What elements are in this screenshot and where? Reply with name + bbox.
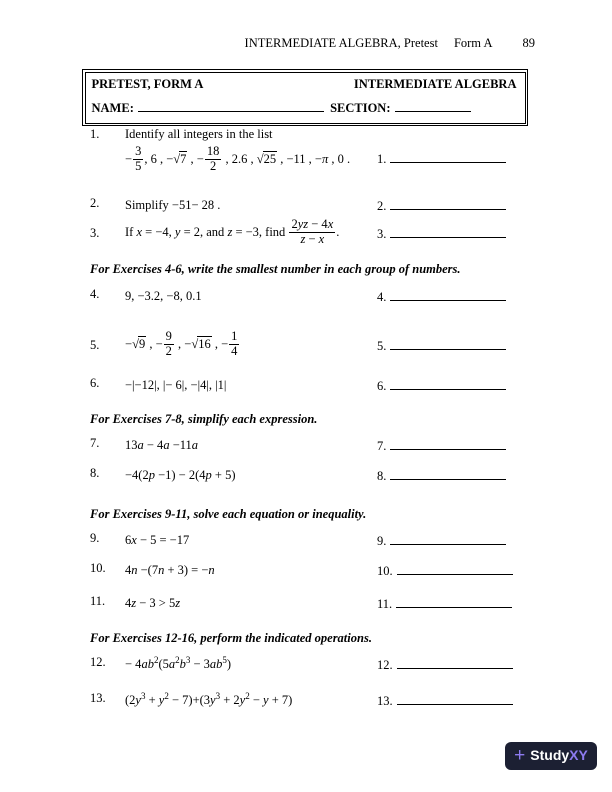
answer-slot-7: 7. <box>377 436 512 454</box>
problem-number: 2. <box>90 196 100 210</box>
answer-slot-6: 6. <box>377 376 512 394</box>
problem-number: 12. <box>90 655 106 669</box>
section-label: SECTION: <box>330 100 391 115</box>
problem-11 <box>90 594 512 612</box>
header-page-number: 89 <box>522 36 535 50</box>
problem-4 <box>90 287 512 305</box>
problem-text: 13a − 4a −11a <box>125 437 199 452</box>
problem-text: 4n −(7n + 3) = −n <box>125 562 215 577</box>
answer-blank <box>390 196 506 210</box>
section-heading-7-8: For Exercises 7-8, simplify each expression. <box>90 412 318 426</box>
answer-blank <box>390 224 506 238</box>
name-blank <box>138 99 324 112</box>
logo-text-study: Study <box>530 747 570 763</box>
answer-slot-13: 13. <box>377 691 512 709</box>
answer-blank <box>390 149 506 163</box>
answer-slot-3: 3. <box>377 224 512 242</box>
name-label: NAME: <box>91 100 134 115</box>
problem-number: 11. <box>90 594 106 608</box>
section-heading-12-16: For Exercises 12-16, perform the indicated operations. <box>90 631 372 645</box>
problem-text: If x = −4, y = 2, and z = −3, find $\frac{2yz - 4x}{z - x}$ . <box>125 217 340 247</box>
header-form: Form A <box>453 36 493 50</box>
answer-blank <box>390 436 506 450</box>
answer-slot-2: 2. <box>377 196 512 214</box>
problem-1 <box>90 127 512 174</box>
answer-slot-11: 11. <box>377 594 512 612</box>
title-box-inner <box>85 72 526 124</box>
problem-number: 9. <box>90 531 100 545</box>
answer-slot-5: 5. <box>377 336 512 354</box>
problem-text: −|−12|, |− 6|, −|4|, |1| <box>125 377 227 392</box>
answer-slot-4: 4. <box>377 287 512 305</box>
answer-blank <box>390 466 506 480</box>
problem-number: 3. <box>90 225 100 240</box>
answer-blank <box>397 561 513 575</box>
problem-number: 5. <box>90 337 100 352</box>
problem-10 <box>90 561 512 579</box>
course-title: INTERMEDIATE ALGEBRA <box>353 76 517 91</box>
problem-8 <box>90 466 512 484</box>
logo-text-xy: XY <box>569 747 588 763</box>
problem-3 <box>90 219 512 247</box>
problem-13 <box>90 691 512 709</box>
answer-slot-8: 8. <box>377 466 512 484</box>
answer-blank <box>390 336 506 350</box>
header-course: INTERMEDIATE ALGEBRA, Pretest <box>244 36 438 50</box>
studyxy-logo <box>505 742 597 770</box>
problem-number: 13. <box>90 691 106 705</box>
problem-12 <box>90 655 512 673</box>
problem-text: 9, −3.2, −8, 0.1 <box>125 288 202 303</box>
problem-text: $(2y^3 + y^2 - 7)+(3y^3 + 2y^2 - y + 7)$ <box>125 690 293 707</box>
problem-text: −√9 , − $\frac{9}{2}$ , −√16 , − $\frac{1}{4}$ <box>125 329 238 359</box>
answer-slot-9: 9. <box>377 531 512 549</box>
problem-number: 10. <box>90 561 106 575</box>
answer-slot-1: 1. <box>377 149 512 167</box>
problem-number: 6. <box>90 376 100 390</box>
answer-blank <box>397 691 513 705</box>
problem-text: 4z − 3 > 5z <box>125 595 181 610</box>
answer-blank <box>397 655 513 669</box>
answer-slot-12: 12. <box>377 655 512 673</box>
problem-text: Simplify −51− 28 . <box>125 197 221 212</box>
problem-number: 7. <box>90 436 100 450</box>
running-header <box>82 36 535 51</box>
problem-9 <box>90 531 512 549</box>
title-box <box>82 69 528 126</box>
answer-blank <box>390 287 506 301</box>
problem-text: − $4ab^2(5a^2b^3 - 3ab^5)$ <box>125 654 232 671</box>
problem-number: 8. <box>90 466 100 480</box>
pretest-title: PRETEST, FORM A <box>91 76 204 91</box>
section-heading-4-6: For Exercises 4-6, write the smallest number in each group of numbers. <box>90 262 461 276</box>
problem-number: 4. <box>90 287 100 301</box>
answer-blank <box>390 531 506 545</box>
problem-6 <box>90 376 512 394</box>
problem-7 <box>90 436 512 454</box>
problem-number: 1. <box>90 127 100 141</box>
problem-5 <box>90 331 512 359</box>
problem-text: Identify all integers in the list − $\frac{3}{5}$ , 6 , −√7 , − $\frac{18}{2}$ , 2.6 , √25 , −11 , −π , 0 . <box>125 127 351 174</box>
section-heading-9-11: For Exercises 9-11, solve each equation or inequality. <box>90 507 367 521</box>
problem-text: −4(2p −1) − 2(4p + 5) <box>125 467 236 482</box>
problem-text: 6x − 5 = −17 <box>125 532 190 547</box>
section-blank <box>395 99 471 112</box>
answer-blank <box>396 594 512 608</box>
problem-2 <box>90 196 512 214</box>
answer-blank <box>390 376 506 390</box>
answer-slot-10: 10. <box>377 561 512 579</box>
plus-icon: + <box>514 744 526 766</box>
